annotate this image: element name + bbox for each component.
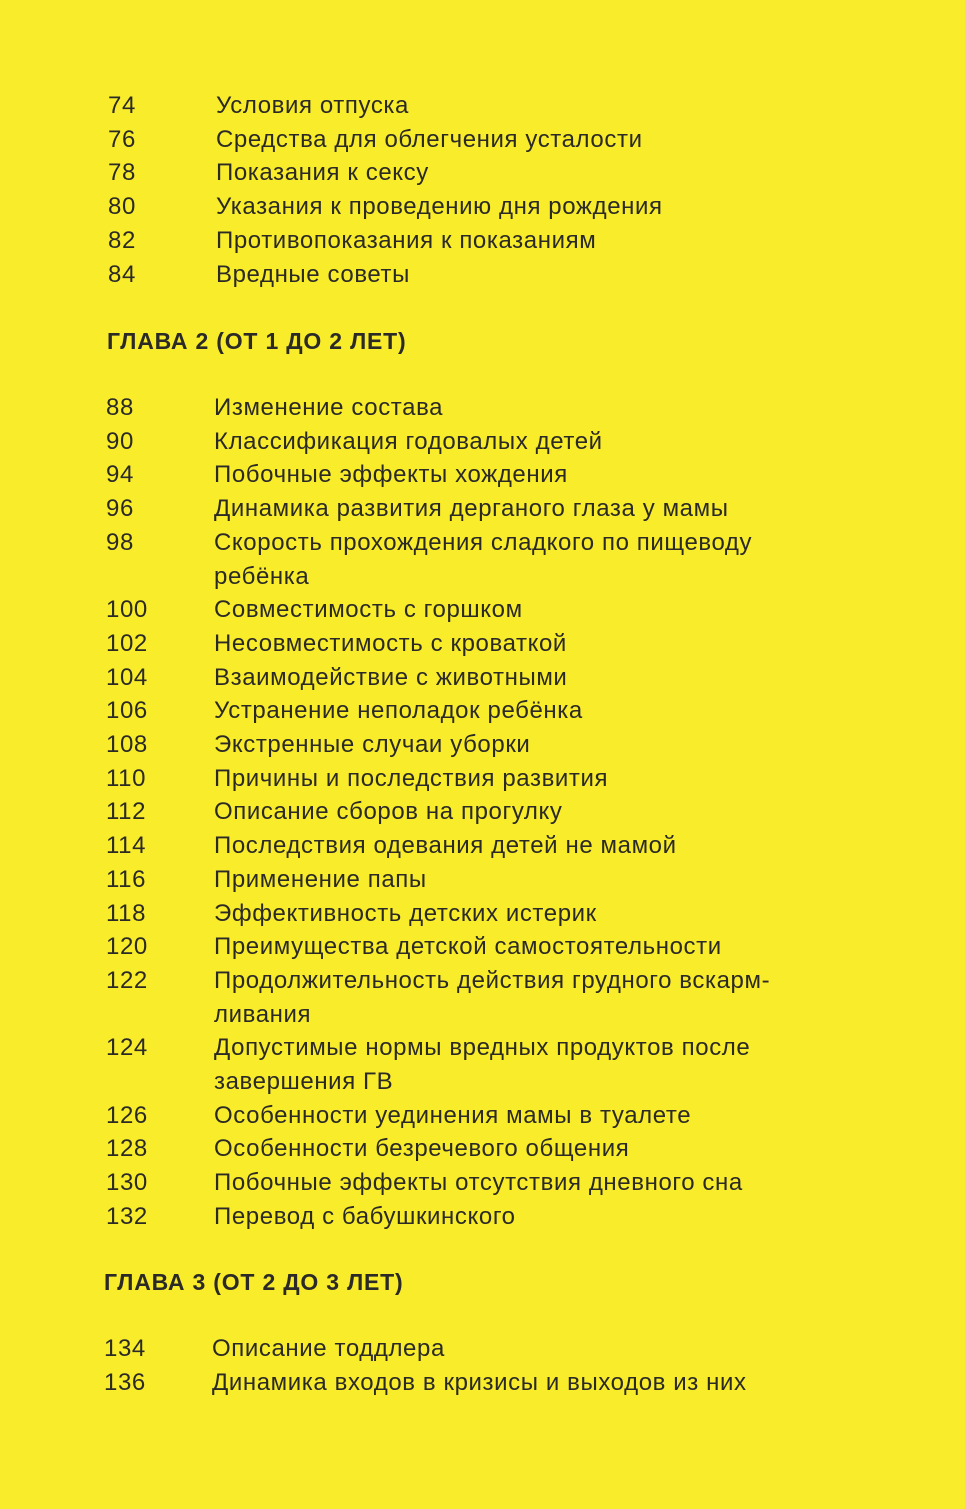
- toc-entry[interactable]: [106, 661, 965, 695]
- toc-entry-title: Описание сборов на прогулку: [214, 798, 563, 826]
- toc-entry[interactable]: [104, 1366, 965, 1400]
- toc-entry[interactable]: [108, 190, 965, 224]
- toc-entry-title: Эффективность детских истерик: [214, 899, 597, 927]
- toc-entry-title: Допустимые нормы вредных продуктов после завершения ГВ: [214, 1034, 751, 1096]
- toc-entry-title: Побочные эффекты хождения: [214, 461, 568, 489]
- toc-page-number: 122: [106, 966, 148, 994]
- toc-entry[interactable]: [106, 1166, 965, 1200]
- toc-entry[interactable]: [108, 258, 965, 292]
- toc-entry[interactable]: [108, 156, 965, 190]
- toc-entry-title: Побочные эффекты отсутствия дневного сна: [214, 1169, 743, 1197]
- toc-entry-title: Показания к сексу: [216, 159, 429, 187]
- toc-entry-title: Особенности уединения мамы в туалете: [214, 1101, 692, 1129]
- toc-entry-title: Изменение состава: [214, 394, 444, 421]
- toc-entry[interactable]: [106, 391, 965, 425]
- toc-page-number: 120: [106, 933, 148, 961]
- toc-page-number: 98: [106, 528, 134, 556]
- toc-entry[interactable]: [106, 1031, 965, 1098]
- toc-page-number: 104: [106, 663, 148, 691]
- toc-entry[interactable]: [106, 897, 965, 931]
- toc-entry[interactable]: [106, 1200, 965, 1234]
- toc-page-number: 134: [104, 1335, 146, 1362]
- toc-entry-title: Указания к проведению дня рождения: [216, 193, 663, 221]
- toc-entry-title: Динамика развития дерганого глаза у мамы: [214, 495, 729, 523]
- toc-entry[interactable]: [106, 593, 965, 627]
- toc-entry-title: Причины и последствия развития: [214, 764, 609, 792]
- toc-entry-title: Экстренные случаи уборки: [214, 731, 531, 759]
- toc-entry[interactable]: [106, 1132, 965, 1166]
- toc-entry-title: Описание тоддлера: [212, 1335, 445, 1362]
- chapter-3-heading[interactable]: ГЛАВА 3 (ОТ 2 ДО 3 ЛЕТ): [104, 1269, 404, 1295]
- toc-entry-title: Классификация годовалых детей: [214, 427, 603, 455]
- toc-entry-title: Особенности безречевого общения: [214, 1135, 630, 1163]
- toc-page-number: 94: [106, 461, 134, 489]
- toc-page-number: 74: [108, 92, 136, 119]
- toc-page-number: 114: [106, 832, 147, 860]
- toc-page-number: 76: [108, 125, 136, 153]
- toc-page-number: 100: [106, 596, 148, 624]
- toc-section-continued: [108, 89, 965, 291]
- toc-entry-title: Средства для облегчения усталости: [216, 125, 643, 153]
- toc-page-number: 84: [108, 260, 136, 288]
- toc-page-number: 90: [106, 427, 134, 455]
- toc-entry-title: Противопоказания к показаниям: [216, 226, 597, 254]
- toc-section-chapter-2: [106, 391, 965, 1234]
- toc-entry-title: Взаимодействие с животными: [214, 663, 568, 691]
- toc-entry[interactable]: [106, 829, 965, 863]
- toc-page-number: 82: [108, 226, 136, 254]
- toc-page-number: 88: [106, 394, 134, 421]
- toc-page-number: 78: [108, 159, 136, 187]
- toc-entry[interactable]: [106, 762, 965, 796]
- toc-entry[interactable]: [104, 1332, 965, 1366]
- toc-entry-title: Динамика входов в кризисы и выходов из них: [212, 1368, 747, 1396]
- toc-entry[interactable]: [108, 89, 965, 123]
- toc-entry[interactable]: [106, 728, 965, 762]
- toc-entry-title: Последствия одевания детей не мамой: [214, 832, 677, 860]
- toc-entry[interactable]: [108, 123, 965, 157]
- toc-page-number: 130: [106, 1169, 148, 1197]
- toc-entry-title: Скорость прохождения сладкого по пищеводу ребёнка: [214, 528, 753, 590]
- toc-page-number: 106: [106, 697, 148, 725]
- toc-entry[interactable]: [106, 458, 965, 492]
- toc-entry-title: Совместимость с горшком: [214, 596, 523, 624]
- toc-entry[interactable]: [108, 224, 965, 258]
- toc-entry-title: Устранение неполадок ребёнка: [214, 697, 583, 725]
- toc-page-number: 112: [106, 798, 147, 826]
- toc-entry[interactable]: [106, 1099, 965, 1133]
- toc-entry[interactable]: [106, 930, 965, 964]
- toc-entry[interactable]: [106, 492, 965, 526]
- toc-entry[interactable]: [106, 627, 965, 661]
- toc-page-number: 116: [106, 865, 147, 893]
- toc-page-number: 132: [106, 1202, 148, 1230]
- toc-entry[interactable]: [106, 863, 965, 897]
- chapter-2-heading[interactable]: ГЛАВА 2 (ОТ 1 ДО 2 ЛЕТ): [107, 328, 407, 354]
- toc-page-number: 118: [106, 899, 147, 927]
- toc-entry-title: Продолжительность действия грудного вскарм-ливания: [214, 966, 771, 1028]
- toc-page-number: 126: [106, 1101, 148, 1129]
- toc-entry-title: Преимущества детской самостоятельности: [214, 933, 722, 961]
- toc-entry-title: Вредные советы: [216, 260, 410, 288]
- toc-entry[interactable]: [106, 425, 965, 459]
- toc-entry-title: Условия отпуска: [216, 92, 409, 119]
- toc-entry[interactable]: [106, 526, 965, 593]
- toc-page-number: 124: [106, 1034, 148, 1062]
- toc-page-number: 80: [108, 193, 136, 221]
- toc-page-number: 128: [106, 1135, 148, 1163]
- toc-entry[interactable]: [106, 694, 965, 728]
- toc-entry-title: Перевод с бабушкинского: [214, 1202, 516, 1230]
- toc-page-number: 110: [106, 764, 147, 792]
- toc-entry[interactable]: [106, 795, 965, 829]
- toc-page-number: 136: [104, 1368, 146, 1396]
- toc-entry[interactable]: [106, 964, 965, 1031]
- toc-section-chapter-3: [104, 1332, 965, 1399]
- toc-page-number: 96: [106, 495, 134, 523]
- toc-entry-title: Применение папы: [214, 865, 427, 893]
- toc-page-number: 102: [106, 629, 148, 657]
- toc-entry-title: Несовместимость с кроваткой: [214, 629, 567, 657]
- toc-page-number: 108: [106, 731, 148, 759]
